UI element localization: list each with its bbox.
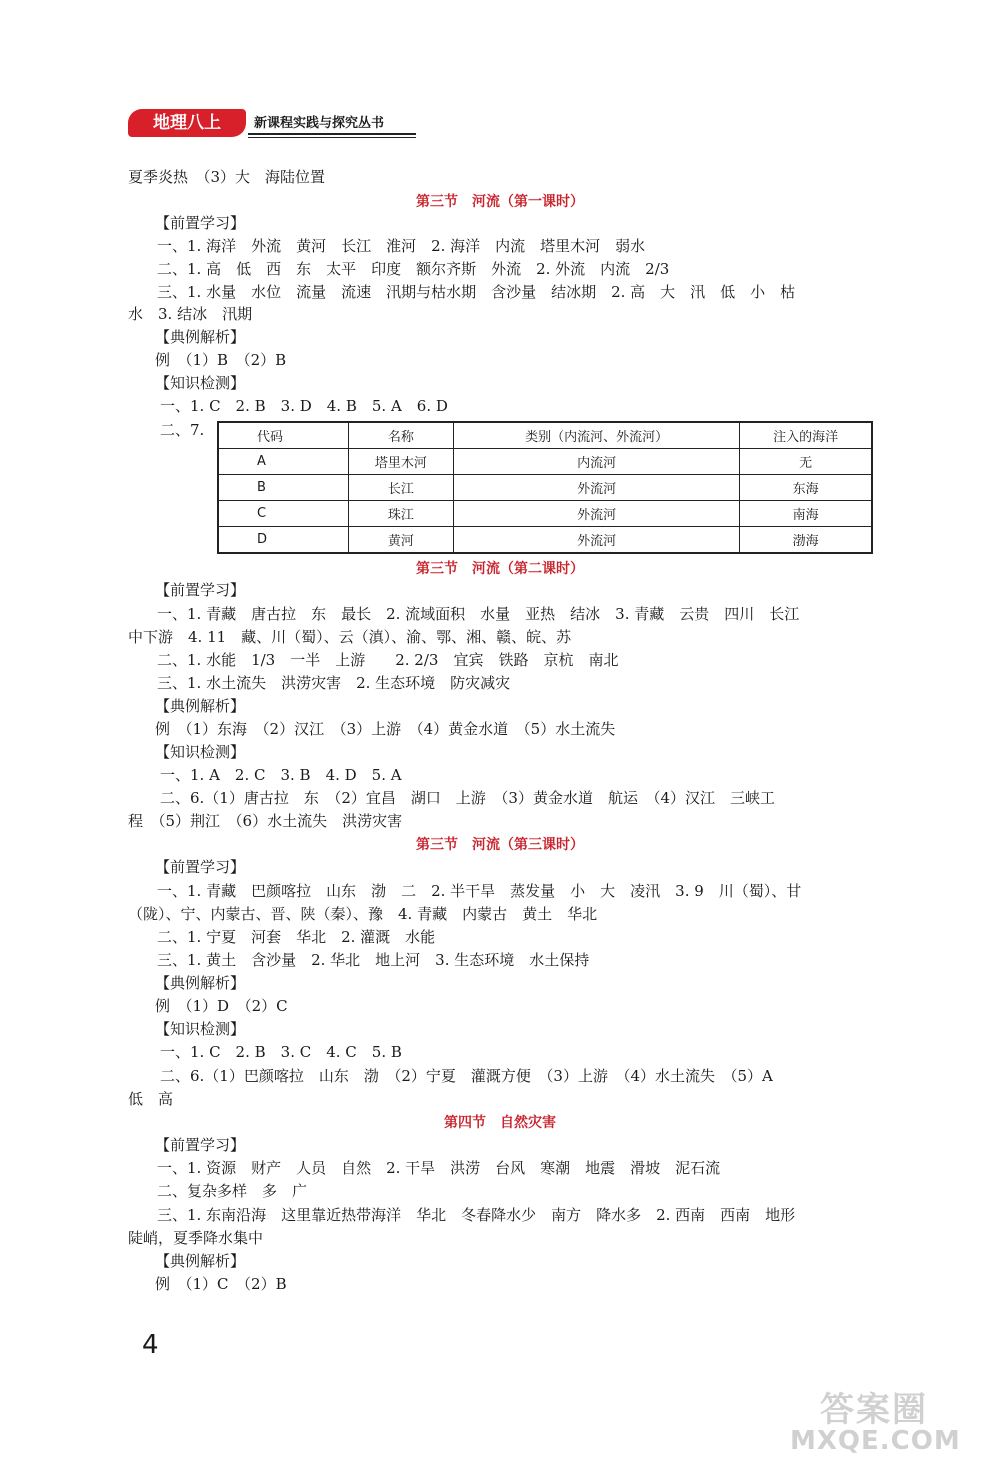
table-cell: A — [218, 449, 348, 475]
table-row — [218, 501, 872, 527]
table-cell: 内流河 — [454, 449, 740, 475]
text-line: 一、1. 资源 财产 人员 自然 2. 干旱 洪涝 台风 寒潮 地震 滑坡 泥石流 — [142, 1159, 721, 1177]
section-heading: 【典例解析】 — [155, 328, 246, 346]
table-cell: 无 — [740, 449, 872, 475]
header-rule — [248, 133, 416, 135]
table-cell: 渤海 — [740, 527, 872, 554]
text-line: 一、1. 海洋 外流 黄河 长江 淮河 2. 海洋 内流 塔里木河 弱水 — [142, 237, 646, 255]
text-line: 一、1. C 2. B 3. D 4. B 5. A 6. D — [160, 397, 448, 415]
table-cell: 外流河 — [454, 527, 740, 554]
page-number: 4 — [142, 1330, 159, 1360]
table-cell: 长江 — [348, 475, 453, 501]
text-line: 一、1. 青藏 巴颜喀拉 山东 渤 二 2. 半干旱 蒸发量 小 大 凌汛 3. 9 川（蜀）、甘 — [142, 882, 802, 900]
text-line: 一、1. A 2. C 3. B 4. D 5. A — [160, 766, 402, 784]
table-row — [218, 527, 872, 554]
watermark — [790, 1382, 990, 1462]
text-line: 例 （1）D （2）C — [155, 997, 288, 1015]
text-line: 水 3. 结冰 汛期 — [128, 305, 253, 323]
text-line: 二、1. 水能 1/3 一半 上游 2. 2/3 宜宾 铁路 京杭 南北 — [142, 651, 619, 669]
section-heading: 【前置学习】 — [155, 1136, 246, 1154]
watermark-logo-text: 答案圈 — [820, 1390, 928, 1430]
text-line: 三、1. 水量 水位 流量 流速 汛期与枯水期 含沙量 结冰期 2. 高 大 汛 低 小 枯 — [142, 283, 796, 301]
text-line: 二、复杂多样 多 广 — [142, 1182, 308, 1200]
table-row — [218, 449, 872, 475]
table-header-cell: 代码 — [218, 422, 348, 449]
text-line: 一、1. C 2. B 3. C 4. C 5. B — [160, 1043, 402, 1061]
section-heading: 【前置学习】 — [155, 214, 246, 232]
text-line: 三、1. 东南沿海 这里靠近热带海洋 华北 冬春降水少 南方 降水多 2. 西南 西南 地形 — [142, 1206, 796, 1224]
table-cell: 南海 — [740, 501, 872, 527]
subject-badge: 地理八上 — [128, 109, 246, 137]
table-cell: C — [218, 501, 348, 527]
section-heading: 【典例解析】 — [155, 1252, 246, 1270]
text-line: 二、7. — [160, 421, 205, 439]
text-line: 例 （1）B （2）B — [155, 351, 287, 369]
table-header-row — [218, 422, 872, 449]
header-rule-thin — [248, 137, 416, 138]
river-table — [217, 421, 873, 554]
section-heading: 【知识检测】 — [155, 374, 246, 392]
series-title: 新课程实践与探究丛书 — [254, 116, 385, 131]
page-header — [128, 106, 428, 140]
table-header-cell: 名称 — [348, 422, 453, 449]
table-cell: B — [218, 475, 348, 501]
table-cell: D — [218, 527, 348, 554]
section-title: 第三节 河流（第二课时） — [416, 561, 584, 577]
section-heading: 【典例解析】 — [155, 697, 246, 715]
section-title: 第三节 河流（第三课时） — [416, 837, 584, 853]
section-heading: 【前置学习】 — [155, 858, 246, 876]
section-title: 第四节 自然灾害 — [444, 1115, 556, 1131]
text-line: （陇）、宁、内蒙古、晋、陕（秦）、豫 4. 青藏 内蒙古 黄土 华北 — [128, 905, 598, 923]
table-cell: 黄河 — [348, 527, 453, 554]
table-cell: 东海 — [740, 475, 872, 501]
text-line: 低 高 — [128, 1090, 174, 1108]
section-title: 第三节 河流（第一课时） — [416, 194, 584, 210]
text-line: 陡峭，夏季降水集中 — [128, 1229, 264, 1247]
text-line: 一、1. 青藏 唐古拉 东 最长 2. 流域面积 水量 亚热 结冰 3. 青藏 云贵 四川 长江 — [142, 605, 800, 623]
text-line: 二、6.（1）巴颜喀拉 山东 渤 （2）宁夏 灌溉方便 （3）上游 （4）水土流失 （5）A — [160, 1067, 773, 1085]
section-heading: 【知识检测】 — [155, 743, 246, 761]
text-line: 例 （1）东海 （2）汉江 （3）上游 （4）黄金水道 （5）水土流失 — [155, 720, 616, 738]
watermark-url: MXQE.COM — [790, 1426, 961, 1456]
table-cell: 珠江 — [348, 501, 453, 527]
table-header-cell: 注入的海洋 — [740, 422, 872, 449]
section-heading: 【典例解析】 — [155, 974, 246, 992]
table-cell: 外流河 — [454, 475, 740, 501]
section-heading: 【知识检测】 — [155, 1020, 246, 1038]
text-line: 三、1. 水土流失 洪涝灾害 2. 生态环境 防灾减灾 — [142, 674, 511, 692]
text-line: 二、1. 宁夏 河套 华北 2. 灌溉 水能 — [142, 928, 436, 946]
table-header-cell: 类别（内流河、外流河） — [454, 422, 740, 449]
section-heading: 【前置学习】 — [155, 581, 246, 599]
table-cell: 塔里木河 — [348, 449, 453, 475]
text-line: 三、1. 黄土 含沙量 2. 华北 地上河 3. 生态环境 水土保持 — [142, 951, 590, 969]
text-line: 夏季炎热 （3）大 海陆位置 — [128, 168, 326, 186]
text-line: 例 （1）C （2）B — [155, 1275, 287, 1293]
table-cell: 外流河 — [454, 501, 740, 527]
text-line: 二、6.（1）唐古拉 东 （2）宜昌 湖口 上游 （3）黄金水道 航运 （4）汉江 三峡工 — [160, 789, 775, 807]
text-line: 中下游 4. 11 藏、川（蜀）、云（滇）、渝、鄂、湘、赣、皖、苏 — [128, 628, 572, 646]
table-row — [218, 475, 872, 501]
text-line: 二、1. 高 低 西 东 太平 印度 额尔齐斯 外流 2. 外流 内流 2/3 — [142, 260, 670, 278]
text-line: 程 （5）荆江 （6）水土流失 洪涝灾害 — [128, 812, 403, 830]
